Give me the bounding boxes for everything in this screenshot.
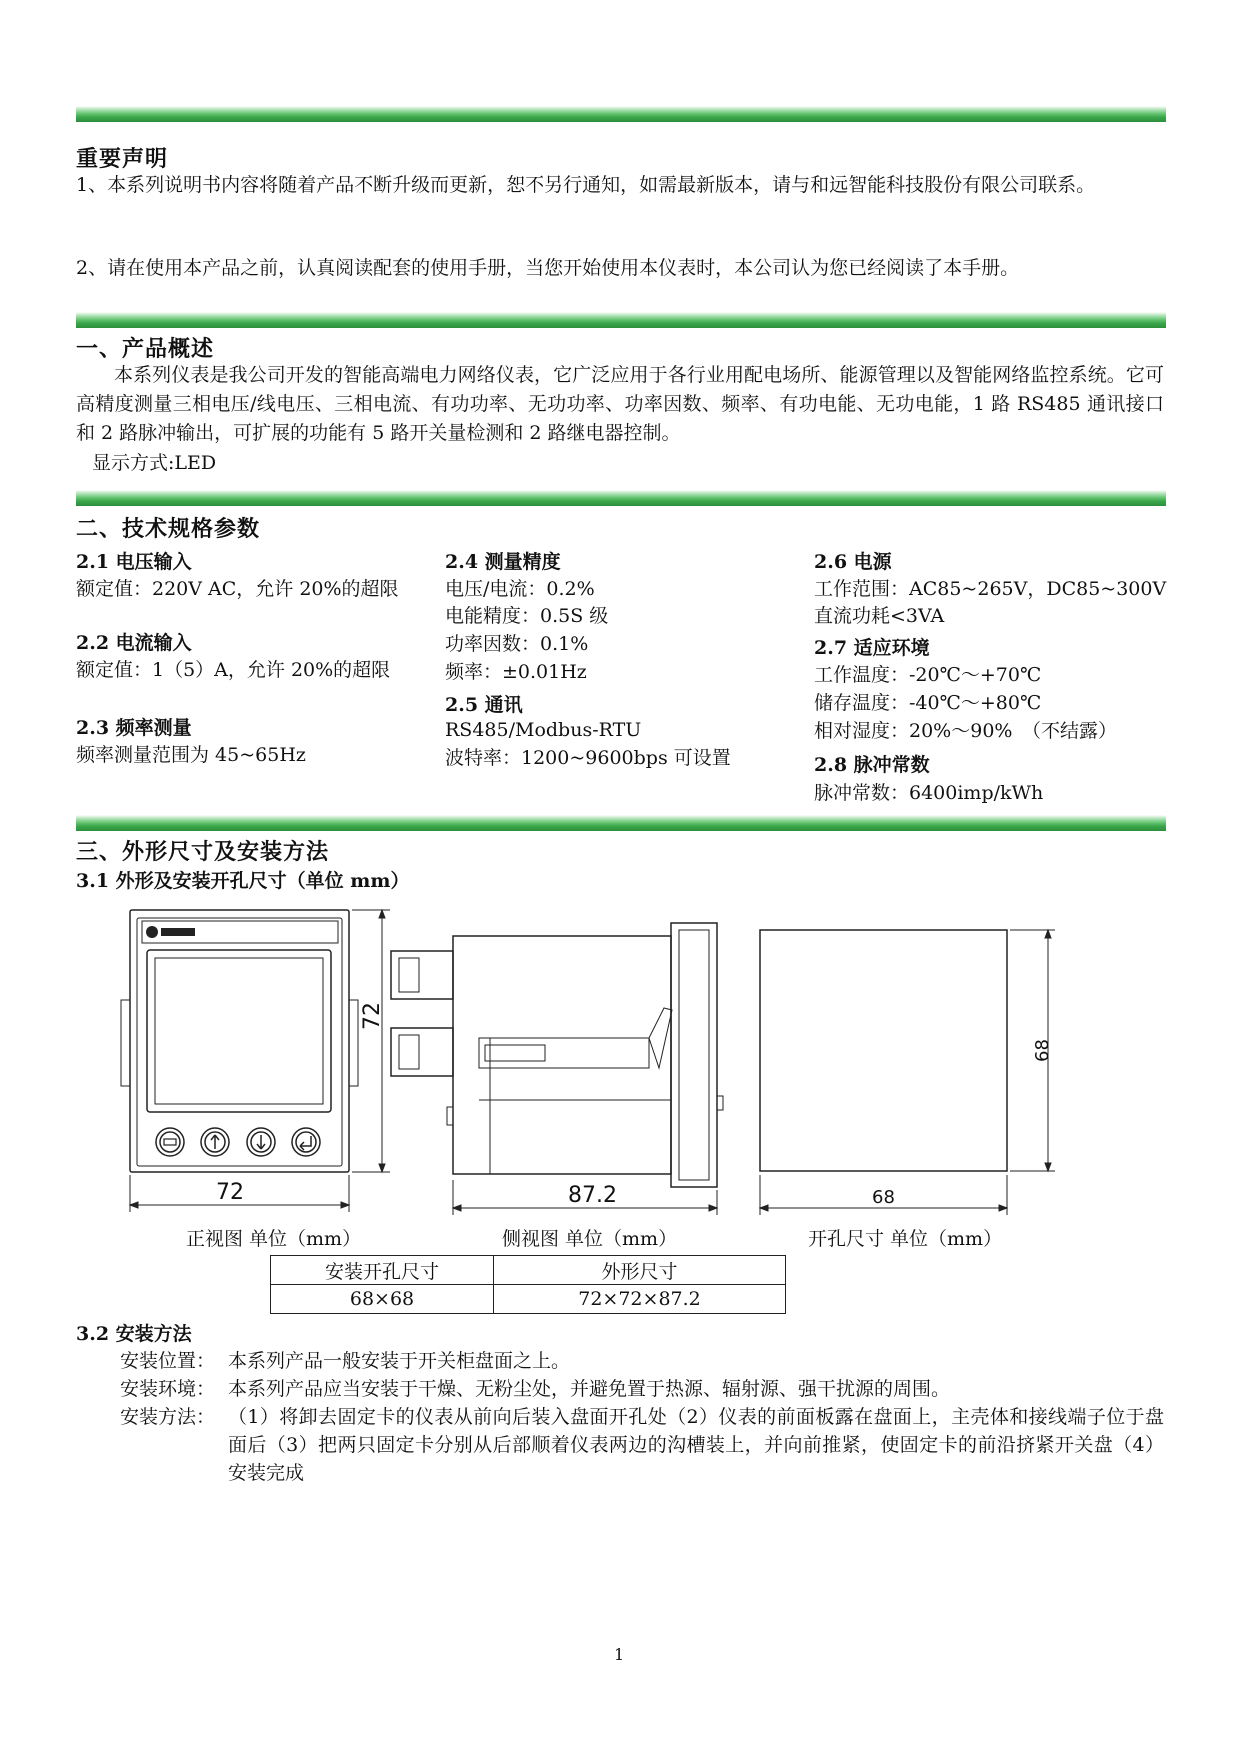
spec-2-8-body: 脉冲常数：6400imp/kWh bbox=[814, 782, 1044, 804]
spec-2-3-body: 频率测量范围为 45~65Hz bbox=[76, 744, 306, 766]
spec-2-6-line: 工作范围：AC85~265V，DC85~300V bbox=[814, 578, 1167, 600]
spec-2-5-title: 2.5 通讯 bbox=[445, 694, 523, 716]
spec-2-5-line: RS485/Modbus-RTU bbox=[445, 719, 642, 741]
table-header-cell: 安装开孔尺寸 bbox=[271, 1256, 494, 1285]
spec-2-5-line: 波特率：1200~9600bps 可设置 bbox=[445, 747, 731, 769]
overview-body: 本系列仪表是我公司开发的智能高端电力网络仪表，它广泛应用于各行业用配电场所、能源管理以及智能网络监控系统。它可高精度测量三相电压/线电压、三相电流、有功功率、无功功率、功率因数、频率、有功电能、无功电能，1 路 RS485 通讯接口和 2 路脉冲输出，可扩展的功能有 5 路开关量检测和 2 路继电器控制。 bbox=[76, 364, 1164, 444]
table-row bbox=[271, 1256, 786, 1285]
cutout-width-label: 68 bbox=[872, 1187, 895, 1208]
spec-2-1-title: 2.1 电压输入 bbox=[76, 551, 192, 573]
front-width-label: 72 bbox=[216, 1180, 244, 1205]
notice-item-2: 2、请在使用本产品之前，认真阅读配套的使用手册，当您开始使用本仪表时，本公司认为您已经阅读了本手册。 bbox=[76, 257, 1020, 279]
spec-2-4-title: 2.4 测量精度 bbox=[445, 551, 561, 573]
notice-item-1: 1、本系列说明书内容将随着产品不断升级而更新，恕不另行通知，如需最新版本，请与和远智能科技股份有限公司联系。 bbox=[76, 174, 1096, 196]
spec-2-7-line: 工作温度：-20℃～+70℃ bbox=[814, 664, 1042, 686]
notice-title: 重要声明 bbox=[76, 146, 169, 172]
cutout-caption: 开孔尺寸 单位（mm） bbox=[808, 1228, 1003, 1250]
overview-display: 显示方式:LED bbox=[92, 452, 217, 474]
install-position-text: 本系列产品一般安装于开关柜盘面之上。 bbox=[228, 1350, 571, 1372]
dimensions-title: 三、外形尺寸及安装方法 bbox=[76, 839, 330, 865]
side-depth-label: 87.2 bbox=[568, 1183, 617, 1208]
spec-2-2-title: 2.2 电流输入 bbox=[76, 632, 192, 654]
dimensions-3-1-title: 3.1 外形及安装开孔尺寸（单位 mm） bbox=[76, 870, 410, 892]
install-title: 3.2 安装方法 bbox=[76, 1323, 192, 1345]
page-number: 1 bbox=[614, 1645, 625, 1664]
spec-2-4-line: 电能精度：0.5S 级 bbox=[445, 605, 609, 627]
spec-2-4-line: 频率：±0.01Hz bbox=[445, 661, 587, 683]
panel-cutout bbox=[760, 930, 1007, 1171]
spec-2-1-body: 额定值：220V AC，允许 20%的超限 bbox=[76, 578, 399, 600]
overview-title: 一、产品概述 bbox=[76, 336, 215, 362]
install-method-label: 安装方法： bbox=[120, 1406, 216, 1428]
cutout-height-label: 68 bbox=[1032, 1039, 1053, 1062]
spec-2-4-line: 电压/电流：0.2% bbox=[445, 578, 595, 600]
specs-title: 二、技术规格参数 bbox=[76, 516, 261, 542]
spec-2-8-title: 2.8 脉冲常数 bbox=[814, 754, 930, 776]
spec-2-6-title: 2.6 电源 bbox=[814, 551, 892, 573]
spec-2-6-line: 直流功耗<3VA bbox=[814, 605, 945, 627]
install-position-label: 安装位置： bbox=[120, 1350, 216, 1372]
install-env-label: 安装环境： bbox=[120, 1378, 216, 1400]
spec-2-7-title: 2.7 适应环境 bbox=[814, 637, 930, 659]
spec-2-4-line: 功率因数：0.1% bbox=[445, 633, 589, 655]
table-cell: 68×68 bbox=[271, 1285, 494, 1314]
side-view-caption: 侧视图 单位（mm） bbox=[502, 1228, 678, 1250]
table-header-cell: 外形尺寸 bbox=[494, 1256, 786, 1285]
dimension-table bbox=[270, 1255, 786, 1314]
spec-2-7-line: 相对湿度：20%～90% （不结露） bbox=[814, 720, 1117, 742]
front-height-label: 72 bbox=[360, 1002, 385, 1030]
install-env-text: 本系列产品应当安装于干燥、无粉尘处，并避免置于热源、辐射源、强干扰源的周围。 bbox=[228, 1378, 951, 1400]
spec-2-2-body: 额定值：1（5）A，允许 20%的超限 bbox=[76, 659, 391, 681]
table-cell: 72×72×87.2 bbox=[494, 1285, 786, 1314]
install-method-text: （1）将卸去固定卡的仪表从前向后装入盘面开孔处（2）仪表的前面板露在盘面上，主壳体和接线端子位于盘面后（3）把两只固定卡分别从后部顺着仪表两边的沟槽装上，并向前推紧，使固定卡的前沿挤紧开关盘（4）安装完成 bbox=[228, 1406, 1164, 1484]
spec-2-7-line: 储存温度：-40℃～+80℃ bbox=[814, 692, 1042, 714]
front-view-caption: 正视图 单位（mm） bbox=[186, 1228, 362, 1250]
table-row bbox=[271, 1285, 786, 1314]
spec-2-3-title: 2.3 频率测量 bbox=[76, 717, 192, 739]
